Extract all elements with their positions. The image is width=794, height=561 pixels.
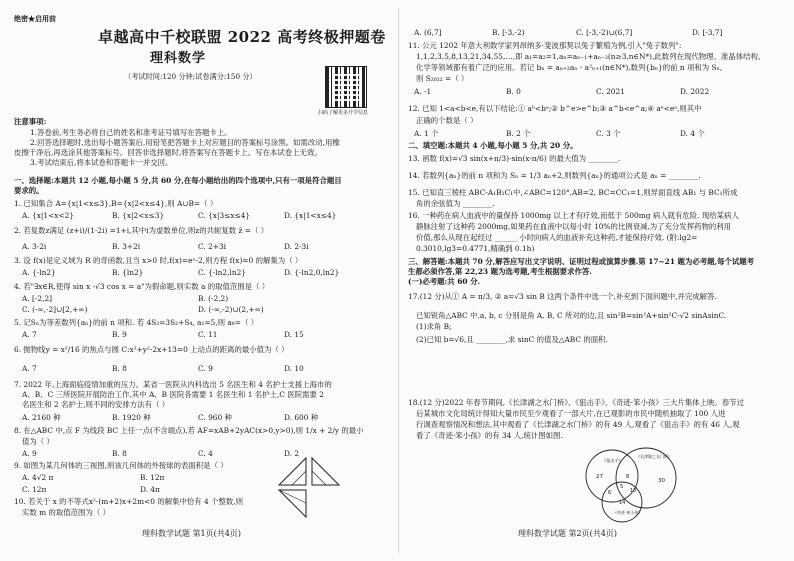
- q8-option-b: B. 8: [112, 449, 127, 458]
- secret-label: 绝密★启用前: [14, 14, 56, 23]
- top-view-line: [279, 490, 306, 503]
- q1-option-a: A. {x|1<x<2}: [22, 211, 75, 220]
- question-16: 16. 一种药在病人血液中的量保持 1000mg 以上才有疗效,而低于 500mg 病人就有危险. 现给某病人: [408, 211, 739, 220]
- venn-value: 14: [619, 500, 626, 506]
- venn-value: 5: [620, 484, 624, 490]
- question-1: 1. 已知集合 A={x|1<x≤3},B={x|2<x≤4},则 A∪B=（ ）: [14, 199, 218, 208]
- q12-option-a: A. 1 个: [414, 129, 439, 138]
- question-11-line-4: 则 S₂₀₂₂ =（ ）: [416, 74, 469, 83]
- question-12-line-2: 正确的个数是（ ）: [416, 116, 478, 125]
- q9-option-d: D. 4π: [140, 485, 160, 494]
- venn-value: 30: [658, 478, 665, 484]
- qr-code[interactable]: [325, 66, 367, 108]
- page-footer-left: 理科数学试题 第1页(共4页): [142, 529, 241, 538]
- q10-option-b: B. [-3,-2): [492, 28, 525, 37]
- question-6: 6. 抛物线y = x²/16 的焦点与圆 C:x²+y²-2x+13=0 上动点的距离的最小值为（ ）: [14, 345, 289, 354]
- q2-option-d: D. 2-3i: [284, 242, 309, 251]
- notes-line: 1.答卷前,考生务必将自己的姓名和准考证号填写在答题卡上。: [30, 128, 232, 137]
- venn-label-sniper: 《狙击手》: [602, 458, 623, 463]
- question-16-line-3: 价值,那么从现在起经过 ______ 小时向病人的血液补充这种药,才能保持疗效. (附:lg2=: [416, 233, 698, 242]
- question-8: 8. 在△ABC 中,点 F 为线段 BC 上任一点(不含端点),若 AF=xAB+2yAC(x>0,y>0),则 1/x + 2/y 的最小: [14, 426, 364, 435]
- q11-option-c: C. 2021: [596, 87, 625, 96]
- venn-value: 10: [630, 488, 637, 494]
- venn-label-changjin: 《长津湖之水门桥》: [636, 454, 672, 459]
- question-18-line-3: 行调查观察情况和想法,其中观看了《长津湖之水门桥》的有 49 人,观看了《狙击手》的有 46 人,观: [416, 420, 740, 429]
- question-18-line-4: 看了《奇迹·笨小孩》的有 34 人,统计图如图.: [416, 431, 563, 440]
- question-7-line-3: 名医生和 2 名护士,则不同的安排方法有（ ）: [22, 400, 170, 409]
- section-3-required: (一)必考题:共 60 分.: [408, 277, 481, 286]
- front-view-line: [292, 471, 306, 485]
- q6-option-b: B. 8: [112, 364, 127, 373]
- question-17: 17.(12 分)从① A = π/3, ② a=√3 sin B 这两个条件中选一个,补充到下面问题中,并完成解答.: [408, 292, 717, 301]
- column-divider: [398, 8, 399, 553]
- section-3-heading: 三、解答题:本题共 70 分,解答应写出文字说明、证明过程或演算步骤.第 17~21 题为必考题,每个试题考: [408, 257, 755, 266]
- q5-option-c: C. 11: [198, 330, 218, 339]
- q7-option-a: A. 2160 种: [22, 413, 61, 422]
- question-13: 13. 函数 f(x)=√3 sin(x+π/3)-sin(x-π/6) 的最大值为 ________.: [408, 154, 621, 163]
- q12-option-b: B. 2 个: [506, 129, 531, 138]
- question-3: 3. 设 f(x)是定义域为 R 的奇函数,且当 x>0 时,f(x)=eˣ-2,则方程 f(x)=0 的解集为（ ）: [14, 256, 303, 265]
- q2-option-b: B. 3+2i: [112, 242, 141, 251]
- question-16-line-2: 静脉注射了这种药 2000mg,如果药在血液中以每小时 10%的比例衰减,为了充分发挥药物的利用: [416, 222, 732, 231]
- page-footer-right: 理科数学试题 第2页(共4页): [518, 529, 617, 538]
- venn-label-miracle: 《奇迹·笨小孩》: [613, 510, 643, 515]
- question-14: 14. 若数列{aₙ}的前 n 项和为 Sₙ = 1/3 aₙ+2,则数列{aₙ}的通项公式是 aₙ = ________.: [408, 171, 701, 180]
- venn-value: 8: [626, 474, 630, 480]
- q3-option-b: B. {ln2}: [112, 268, 144, 277]
- q4-option-c: C. (-∞,-2]∪[2,+∞): [22, 305, 88, 314]
- question-17-part-2: (2)已知 b=√6,且 ________,求 sinC 的值及△ABC 的面积.: [416, 335, 608, 344]
- venn-value: 6: [608, 490, 612, 496]
- q2-option-c: C. 2+3i: [198, 242, 227, 251]
- notes-heading: 注意事项:: [14, 117, 47, 126]
- notes-line: 3.考试结束后,将本试卷和答题卡一并交回。: [30, 158, 173, 167]
- q5-option-d: D. 15: [284, 330, 304, 339]
- venn-value: 27: [596, 474, 603, 480]
- q10-option-d: D. [-3,7]: [692, 28, 723, 37]
- q3-option-c: C. {-ln2,ln2}: [198, 268, 246, 277]
- question-18: 18.(12 分)2022 年春节期间,《长津湖之水门桥》、《狙击手》、《奇迹·笨小孩》三大片集体上映。春节过: [408, 398, 744, 407]
- question-16-line-4: 0.3010,lg3=0.4771,精确到 0.1h): [416, 244, 535, 253]
- q3-option-d: D. {-ln2,0,ln2}: [284, 268, 340, 277]
- question-11-line-3: 化学等领域都有着广泛的应用。若记 bₙ = aₙ₊₂aₙ - a²ₙ₊₁(n∈N*),数列{bₙ}的前 n 项和为 Sₙ,: [416, 63, 723, 72]
- side-view-line: [312, 471, 326, 485]
- question-9: 9. 如图为某几何体的三视图,则该几何体的外接球的表面积是（ ）: [14, 461, 228, 470]
- section-3-heading-cont: 生都必须作答,第 22,23 题为选考题,考生根据要求作答.: [408, 267, 592, 276]
- question-4: 4. 若"∃x∈R,使得 sin x -√3 cos x = a"为假命题,则实数 a 的取值范围是（ ）: [14, 282, 270, 291]
- section-1-heading: 一、选择题:本题共 12 小题,每小题 5 分,共 60 分,在每小题给出的四个选项中,只有一项是符合题目: [14, 176, 342, 185]
- three-view-figure: [276, 455, 342, 521]
- q3-option-a: A. {-ln2}: [22, 268, 56, 277]
- q7-option-c: C. 960 种: [198, 413, 232, 422]
- q7-option-d: D. 600 种: [284, 413, 319, 422]
- question-5: 5. 记Sₙ为等差数列{aₙ}的前 n 项和. 若 4S₃=3S₂+S₄, a₁=5,则 a₈=（ ）: [14, 318, 259, 327]
- q11-option-a: A. -1: [414, 87, 432, 96]
- q11-option-b: B. 0: [506, 87, 521, 96]
- question-17-part-1: (1)求角 B;: [416, 322, 452, 331]
- q6-option-c: C. 9: [198, 364, 213, 373]
- q4-option-d: D. (-∞,-2)∪(2,+∞): [198, 305, 264, 314]
- q8-option-d: D. 2: [284, 449, 300, 458]
- q12-option-c: C. 3 个: [596, 129, 621, 138]
- venn-diagram: [578, 444, 682, 528]
- q9-option-b: B. 12π: [140, 473, 165, 482]
- q8-option-c: C. 4: [198, 449, 213, 458]
- section-1-heading-cont: 要求的。: [14, 186, 44, 195]
- exam-title: 卓越高中千校联盟 2022 高考终极押题卷: [98, 28, 386, 46]
- qr-caption: 扫码了解更多升学信息: [318, 110, 369, 116]
- question-11-line-2: 1,1,2,3,5,8,13,21,34,55,…,即 a₁=a₂=1,aₙ=aₙ₋₁+aₙ₋₂(n≥3,n∈N*),此数列在现代物理、准晶体结构、: [416, 52, 766, 61]
- q6-option-a: A. 7: [22, 364, 37, 373]
- q9-option-c: C. 12π: [22, 485, 47, 494]
- subject-title: 理科数学: [150, 51, 207, 66]
- q9-option-a: A. 4√2 π: [22, 473, 54, 482]
- q4-option-a: A. [-2,2]: [22, 294, 53, 303]
- question-7: 7. 2022 年,上海面临疫情加重的压力。某省一医院从内科选出 5 名医生和 4 名护士支援上海市的: [14, 380, 332, 389]
- notes-line: 2.回答选择题时,选出每小题答案后,用铅笔把答题卡上对应题目的答案标号涂黑。如需改动,用橡: [30, 138, 340, 147]
- question-12: 12. 已知 1<a<b<e,有以下结论:① aᵇ<bᵃ;② b^e>e^b;③ a^b<e^a;④ aᵉ<eᵃ,则其中: [408, 104, 702, 113]
- exam-info: （考试时间:120 分钟;试卷满分:150 分）: [124, 72, 257, 81]
- question-10-line-2: 实数 m 的取值范围为（ ）: [22, 508, 110, 517]
- q2-option-a: A. 3-2i: [22, 242, 47, 251]
- question-15: 15. 已知直三棱柱 ABC-A₁B₁C₁中,∠ABC=120°,AB=2, BC=CC₁=1,则异面直线 AB₁ 与 BC₁所成: [408, 188, 738, 197]
- question-18-line-2: 后某城市文化局统计得知大量市民至少观看了一部大片,在已观影的市民中随机抽取了 100 人进: [416, 409, 726, 418]
- question-10: 10. 若关于 x 的不等式x²-(m+2)x+2m<0 的解集中恰有 4 个整数,则: [14, 497, 243, 506]
- q7-option-b: B. 1920 种: [112, 413, 151, 422]
- q11-option-d: D. 2022: [680, 87, 710, 96]
- q1-option-d: D. {x|1<x≤4}: [284, 211, 337, 220]
- question-17-line-2: 已知锐角△ABC 中,a, b, c 分别是角 A, B, C 所对的边,且 sin²B=sin²A+sin²C-√2 sinAsinC.: [416, 311, 727, 320]
- q8-option-a: A. 9: [22, 449, 37, 458]
- question-11: 11. 公元 1202 年意大利数学家列昂纳多·斐波那契以兔子繁殖为例,引入"兔子数列":: [408, 41, 682, 50]
- q10-option-c: C. [-3,-2)∪(6,7]: [576, 28, 633, 37]
- question-15-line-2: 角的余弦值为 ________.: [416, 199, 495, 208]
- section-2-heading: 二、填空题:本题共 4 小题,每小题 5 分,共 20 分。: [408, 141, 578, 150]
- question-2: 2. 若复数z满足 (z+i)/(1-2i) =1+i,其中i为虚数单位,则z的共轭复数 z̄ =（ ）: [14, 226, 269, 235]
- q5-option-b: B. 9: [112, 330, 127, 339]
- question-8-line-2: 值为（ ）: [22, 437, 54, 446]
- q1-option-b: B. {x|2<x≤3}: [112, 211, 165, 220]
- q5-option-a: A. 7: [22, 330, 37, 339]
- question-7-line-2: A、B、C 三所医院开展防治工作,其中 A、B 医院各需要 1 名医生和 1 名护士,C 医院需要 2: [22, 390, 324, 399]
- q6-option-d: D. 10: [284, 364, 304, 373]
- q12-option-d: D. 4 个: [680, 129, 705, 138]
- q10-option-a: A. (6,7]: [414, 28, 442, 37]
- right-column: [400, 0, 794, 561]
- front-view-triangle: [279, 458, 306, 485]
- q4-option-b: B. (-2,2): [198, 294, 229, 303]
- top-view-triangle: [279, 490, 306, 517]
- q1-option-c: C. {x|3≤x≤4}: [198, 211, 251, 220]
- side-view-triangle: [312, 458, 339, 485]
- notes-line: 皮擦干净后,再选涂其他答案标号。回答非选择题时,将答案写在答题卡上。写在本试卷上无效。: [14, 148, 322, 157]
